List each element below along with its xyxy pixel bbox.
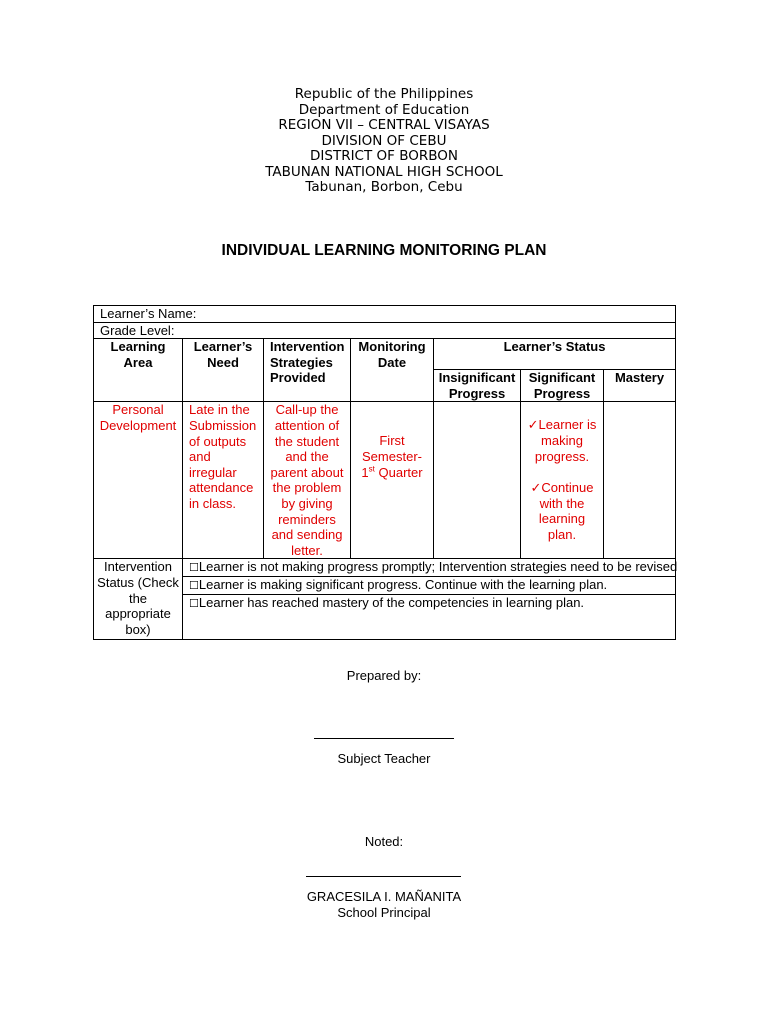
significant-note-2 (524, 480, 600, 542)
significant-note-1 (524, 417, 600, 464)
checkbox-icon[interactable]: ☐ (189, 578, 199, 592)
noted-label: Noted: (364, 834, 404, 849)
subject-teacher-label: Subject Teacher (337, 751, 431, 766)
col-insignificant: Insignificant Progress (434, 370, 521, 402)
header-line-district: DISTRICT OF BORBON (310, 148, 458, 164)
header-row (94, 339, 676, 370)
col-learners-status: Learner’s Status (434, 339, 676, 370)
intervention-status-row-1 (94, 559, 676, 577)
significant-note-1-text: Learner is making progress. (534, 417, 597, 464)
col-learners-need: Learner’s Need (183, 339, 264, 402)
col-mastery: Mastery (604, 370, 676, 402)
intervention-status-label: Intervention Status (Check the appropriate box) (94, 559, 183, 639)
status-option-1 (183, 559, 676, 577)
cell-significant (521, 402, 604, 559)
grade-level-row (94, 322, 676, 339)
header-line-department: Department of Education (298, 101, 470, 118)
school-header (0, 87, 768, 196)
cell-learners-need: Late in the Submission of outputs and irregular attendance in class. (183, 402, 264, 559)
learner-name-row (94, 306, 676, 323)
monitoring-date-quarter: Quarter (374, 464, 423, 480)
document-title: INDIVIDUAL LEARNING MONITORING PLAN (221, 242, 547, 259)
principal-name: GRACESILA I. MAÑANITA (306, 889, 462, 904)
header-line-address: Tabunan, Borbon, Cebu (305, 179, 463, 195)
status-option-2 (183, 576, 676, 594)
grade-level-label: Grade Level: (94, 322, 676, 339)
col-significant: Significant Progress (521, 370, 604, 402)
check-icon: ✓ (527, 417, 539, 433)
status-option-3-text: Learner has reached mastery of the competencies in learning plan. (198, 594, 585, 610)
col-learning-area: Learning Area (94, 339, 183, 402)
cell-insignificant (434, 402, 521, 559)
cell-intervention: Call-up the attention of the student and the parent about the problem by giving reminders and sending letter. (264, 402, 351, 559)
monitoring-plan-table (93, 305, 676, 640)
header-line-region: REGION VII – CENTRAL VISAYAS (278, 117, 490, 133)
header-line-school: TABUNAN NATIONAL HIGH SCHOOL (265, 163, 503, 180)
status-option-2-text: Learner is making significant progress. Continue with the learning plan. (198, 576, 608, 592)
cell-learning-area: Personal Development (94, 402, 183, 559)
header-line-republic: Republic of the Philippines (294, 86, 474, 102)
cell-monitoring-date (351, 402, 434, 559)
principal-title: School Principal (337, 905, 431, 920)
check-icon: ✓ (530, 480, 542, 496)
checkbox-icon[interactable]: ☐ (189, 561, 199, 575)
monitoring-date-text: First Semester- 1 (361, 433, 422, 480)
status-option-3 (183, 594, 676, 639)
significant-note-2-text: Continue with the learning plan. (538, 480, 594, 542)
table-row (94, 402, 676, 559)
principal-signature-line (306, 876, 461, 877)
col-monitoring-date: Monitoring Date (351, 339, 434, 402)
checkbox-icon[interactable]: ☐ (189, 596, 199, 610)
monitoring-date-sup: st (368, 464, 375, 474)
learner-name-label: Learner’s Name: (94, 306, 676, 323)
col-intervention: Intervention Strategies Provided (264, 339, 351, 402)
prepared-by-label: Prepared by: (346, 668, 422, 683)
cell-mastery (604, 402, 676, 559)
header-line-division: DIVISION OF CEBU (321, 132, 447, 149)
status-option-1-text: Learner is not making progress promptly; Intervention strategies need to be revised (198, 559, 678, 575)
teacher-signature-line (314, 738, 454, 739)
